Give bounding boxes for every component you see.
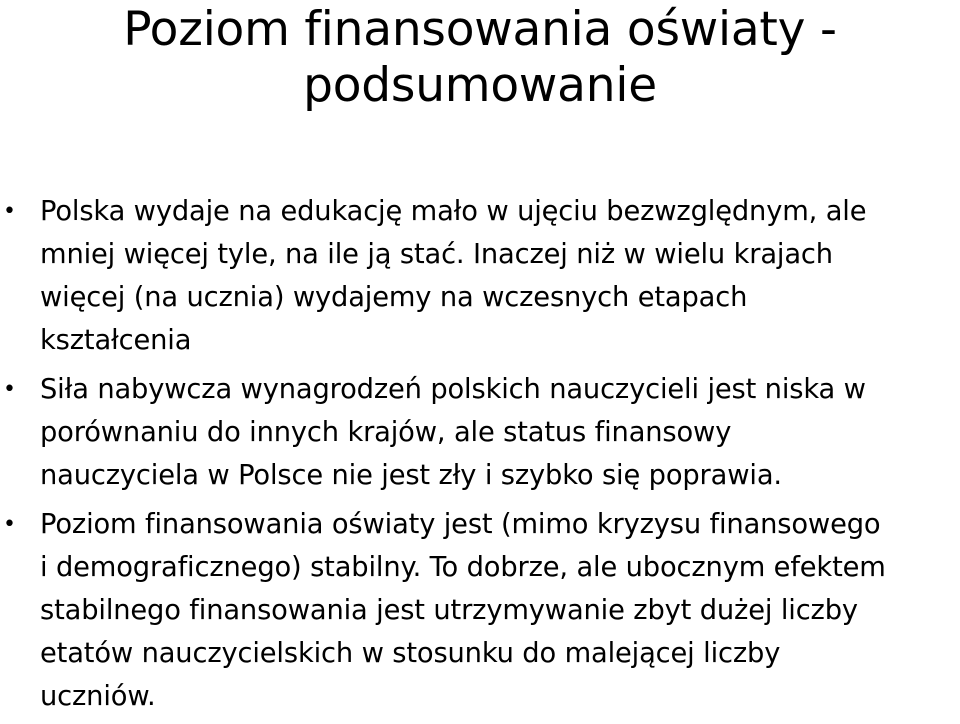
bullet-icon: • xyxy=(3,512,16,537)
bullet-icon: • xyxy=(3,377,16,402)
bullet-text-line: i demograficznego) stabilny. To dobrze, ale ubocznym efektem xyxy=(40,552,886,583)
bullet-text-line: więcej (na ucznia) wydajemy na wczesnych etapach xyxy=(40,282,748,313)
bullet-item-funding-level xyxy=(0,503,960,718)
bullet-item-spending xyxy=(0,190,960,362)
title-line: Poziom finansowania oświaty - xyxy=(123,2,837,57)
bullet-text-line: Polska wydaje na edukację mało w ujęciu bezwzględnym, ale xyxy=(40,196,867,227)
bullet-text-line: uczniów. xyxy=(40,681,156,712)
bullet-icon: • xyxy=(3,199,16,224)
bullet-list xyxy=(0,190,960,724)
bullet-text-line: mniej więcej tyle, na ile ją stać. Inaczej niż w wielu krajach xyxy=(40,239,833,270)
bullet-text-line: Siła nabywcza wynagrodzeń polskich nauczycieli jest niska w xyxy=(40,374,866,405)
bullet-item-salaries xyxy=(0,368,960,497)
bullet-text-line: nauczyciela w Polsce nie jest zły i szybko się poprawia. xyxy=(40,460,782,491)
bullet-text-line: kształcenia xyxy=(40,325,192,356)
bullet-text-line: Poziom finansowania oświaty jest (mimo kryzysu finansowego xyxy=(40,509,881,540)
title-line: podsumowanie xyxy=(303,58,657,113)
slide-title xyxy=(40,2,920,114)
bullet-text-line: stabilnego finansowania jest utrzymywanie zbyt dużej liczby xyxy=(40,595,858,626)
bullet-text-line: etatów nauczycielskich w stosunku do malejącej liczby xyxy=(40,638,781,669)
bullet-text-line: porównaniu do innych krajów, ale status finansowy xyxy=(40,417,732,448)
